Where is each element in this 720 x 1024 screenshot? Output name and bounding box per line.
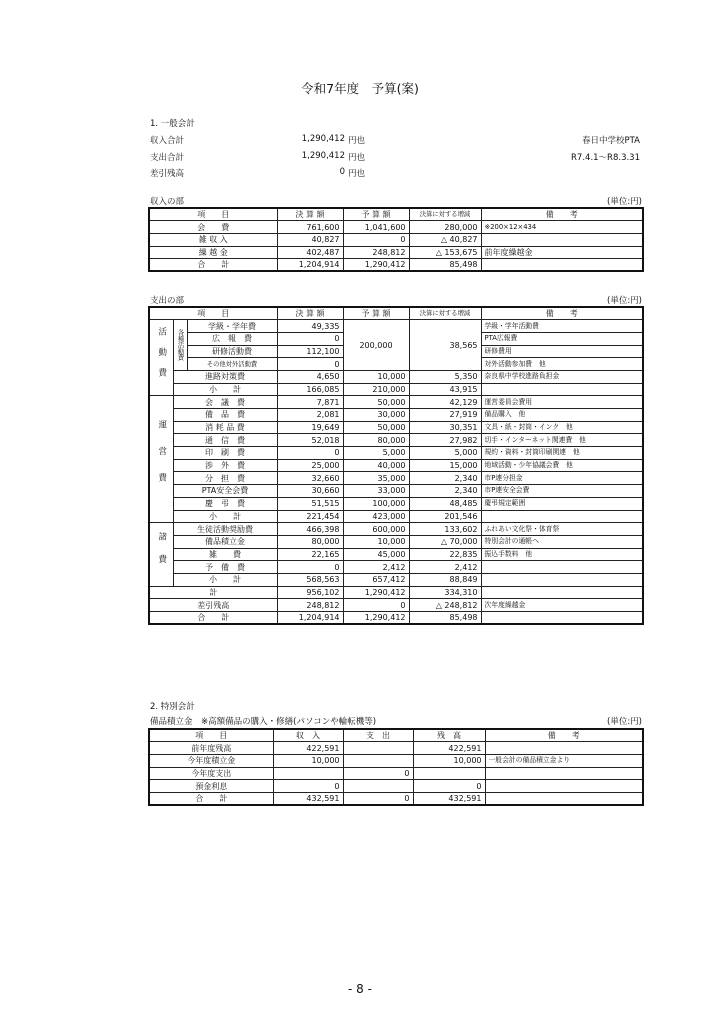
table-row	[149, 472, 643, 485]
empty-note	[481, 573, 643, 586]
row-budget: 35,000	[343, 472, 409, 485]
page-title: 令和7年度 予算(案)	[301, 81, 419, 96]
row-note: 切手・インターネット関連費 他	[481, 434, 643, 447]
row-balance: 10,000	[413, 754, 485, 767]
row-item: 合 計	[149, 612, 277, 625]
table-row	[149, 320, 643, 333]
row-note: 慶弔規定範囲	[481, 497, 643, 510]
summary-value: 1,290,412	[301, 134, 345, 144]
table-row	[149, 535, 643, 548]
summary-unit: 円也	[348, 136, 366, 146]
row-item: 通 信 費	[173, 434, 277, 447]
header-item: 項 目	[149, 729, 273, 742]
row-item: 小 計	[173, 383, 277, 396]
row-item: 広 報 費	[187, 332, 277, 345]
row-item: 合 計	[149, 792, 273, 805]
table-row	[149, 561, 643, 574]
row-note: ※200×12×434	[481, 221, 643, 234]
row-note	[481, 259, 643, 272]
row-budget-merged: 200,000	[343, 320, 409, 371]
row-budget: 30,000	[343, 409, 409, 422]
row-note: 対外活動参加費 他	[481, 358, 643, 371]
row-note: 運営委員会費用	[481, 396, 643, 409]
empty-note	[481, 510, 643, 523]
row-item: 分 担 費	[173, 472, 277, 485]
table-row	[149, 396, 643, 409]
row-item: 予 備 費	[173, 561, 277, 574]
category-activity: 活動費	[149, 320, 173, 396]
header-note: 備 考	[481, 208, 643, 221]
table-row	[149, 780, 643, 793]
category-misc: 諸費	[149, 523, 173, 586]
row-note: 研修費用	[481, 345, 643, 358]
row-diff: △ 40,827	[409, 233, 481, 246]
table-total-row	[149, 792, 643, 805]
row-settled: 0	[277, 447, 343, 460]
summary-label: 支出合計	[150, 153, 185, 163]
row-diff: △ 153,675	[409, 246, 481, 259]
row-balance	[413, 767, 485, 780]
table-row	[149, 497, 643, 510]
row-budget: 50,000	[343, 421, 409, 434]
header-settled: 決 算 額	[277, 208, 343, 221]
row-diff: 5,000	[409, 447, 481, 460]
table-row	[149, 754, 643, 767]
row-diff: 27,919	[409, 409, 481, 422]
table-header-row	[149, 307, 643, 320]
row-expense	[343, 742, 413, 755]
header-income: 収 入	[273, 729, 343, 742]
special-heading: 2. 特別会計	[150, 702, 195, 712]
row-settled: 0	[277, 358, 343, 371]
row-budget: 1,290,412	[343, 612, 409, 625]
row-settled: 49,335	[277, 320, 343, 333]
expense-table	[148, 306, 644, 625]
expense-heading: 支出の部	[150, 296, 185, 306]
row-budget: 5,000	[343, 447, 409, 460]
row-item: 預金利息	[149, 780, 273, 793]
row-budget: 10,000	[343, 370, 409, 383]
row-item: 差引残高	[149, 599, 277, 612]
row-diff: 43,915	[409, 383, 481, 396]
row-note	[485, 792, 643, 805]
row-diff: 280,000	[409, 221, 481, 234]
row-note	[485, 742, 643, 755]
table-header-row	[149, 208, 643, 221]
summary-unit: 円也	[348, 169, 366, 179]
row-note: ふれあい文化祭・体育祭	[481, 523, 643, 536]
table-row	[149, 767, 643, 780]
header-balance: 残 高	[413, 729, 485, 742]
row-diff: 48,485	[409, 497, 481, 510]
row-settled: 761,600	[277, 221, 343, 234]
row-settled: 25,000	[277, 459, 343, 472]
row-settled: 0	[277, 561, 343, 574]
org-name: 春日中学校PTA	[582, 136, 640, 146]
row-diff: 85,498	[409, 259, 481, 272]
row-item: 備品積立金	[173, 535, 277, 548]
row-budget: 100,000	[343, 497, 409, 510]
row-note	[481, 233, 643, 246]
header-diff: 決算に対する増減	[409, 307, 481, 320]
row-settled: 466,398	[277, 523, 343, 536]
header-item: 項 目	[149, 307, 277, 320]
table-row	[149, 246, 643, 259]
row-item: 備 品 費	[173, 409, 277, 422]
income-heading: 収入の部	[150, 197, 185, 207]
row-item: 繰 越 金	[149, 246, 277, 259]
header-budget: 予 算 額	[343, 208, 409, 221]
table-total-row	[149, 259, 643, 272]
header-diff: 決算に対する増減	[409, 208, 481, 221]
row-settled: 2,081	[277, 409, 343, 422]
header-note: 備 考	[485, 729, 643, 742]
header-note: 備 考	[481, 307, 643, 320]
row-settled: 80,000	[277, 535, 343, 548]
row-income: 422,591	[273, 742, 343, 755]
row-budget: 600,000	[343, 523, 409, 536]
table-row	[149, 434, 643, 447]
row-balance: 432,591	[413, 792, 485, 805]
row-note: 振込手数料 他	[481, 548, 643, 561]
row-expense: 0	[343, 792, 413, 805]
subcategory-activity: 各種活動費	[173, 320, 187, 371]
row-settled: 52,018	[277, 434, 343, 447]
empty-note	[481, 586, 643, 599]
row-item: その他対外活動費	[187, 358, 277, 371]
row-settled: 402,487	[277, 246, 343, 259]
row-budget: 210,000	[343, 383, 409, 396]
row-note: 一般会計の備品積立金より	[485, 754, 643, 767]
table-row	[149, 485, 643, 498]
row-note: 地域活動・少年協議会費 他	[481, 459, 643, 472]
row-item: 合 計	[149, 259, 277, 272]
row-settled: 1,204,914	[277, 612, 343, 625]
row-settled: 112,100	[277, 345, 343, 358]
special-subheading: 備品積立金 ※高額備品の購入・修繕(パソコンや輪転機等)	[150, 717, 377, 727]
row-settled: 1,204,914	[277, 259, 343, 272]
row-settled: 956,102	[277, 586, 343, 599]
row-settled: 7,871	[277, 396, 343, 409]
row-item: 会 費	[149, 221, 277, 234]
balance-row	[149, 599, 643, 612]
row-note	[485, 767, 643, 780]
row-balance: 422,591	[413, 742, 485, 755]
row-diff: 2,340	[409, 485, 481, 498]
category-operations: 運営費	[149, 396, 173, 523]
empty-note	[481, 383, 643, 396]
table-row	[149, 459, 643, 472]
row-item: 進路対策費	[173, 370, 277, 383]
row-diff: 15,000	[409, 459, 481, 472]
row-item: 印 刷 費	[173, 447, 277, 460]
row-income: 432,591	[273, 792, 343, 805]
row-balance: 0	[413, 780, 485, 793]
row-budget: 248,812	[343, 246, 409, 259]
row-item: 雑 費	[173, 548, 277, 561]
row-budget: 1,290,412	[343, 259, 409, 272]
subtotal-row	[149, 573, 643, 586]
row-note	[485, 780, 643, 793]
row-diff: 22,835	[409, 548, 481, 561]
expense-total-row	[149, 586, 643, 599]
special-table	[148, 728, 644, 806]
table-row	[149, 447, 643, 460]
subtotal-row	[149, 383, 643, 396]
row-income: 0	[273, 780, 343, 793]
row-diff: 30,351	[409, 421, 481, 434]
row-income	[273, 767, 343, 780]
row-note: 次年度繰越金	[481, 599, 643, 612]
row-item: 計	[149, 586, 277, 599]
grand-total-row	[149, 612, 643, 625]
row-diff: 334,310	[409, 586, 481, 599]
subtotal-row	[149, 510, 643, 523]
page-number: - 8 -	[348, 982, 372, 996]
row-note: 市P連分担金	[481, 472, 643, 485]
row-item: 雑 収 入	[149, 233, 277, 246]
row-budget: 40,000	[343, 459, 409, 472]
summary-unit: 円也	[348, 153, 366, 163]
row-diff: 133,602	[409, 523, 481, 536]
row-item: 学級・学年費	[187, 320, 277, 333]
row-settled: 32,660	[277, 472, 343, 485]
row-settled: 40,827	[277, 233, 343, 246]
row-budget: 423,000	[343, 510, 409, 523]
row-settled: 30,660	[277, 485, 343, 498]
row-item: 会 議 費	[173, 396, 277, 409]
header-settled: 決 算 額	[277, 307, 343, 320]
row-item: 今年度支出	[149, 767, 273, 780]
row-note: 学級・学年活動費	[481, 320, 643, 333]
row-diff: 2,340	[409, 472, 481, 485]
fiscal-period: R7.4.1～R8.3.31	[571, 153, 640, 163]
table-header-row	[149, 729, 643, 742]
row-expense	[343, 754, 413, 767]
row-expense: 0	[343, 767, 413, 780]
table-row	[149, 548, 643, 561]
row-diff: 88,849	[409, 573, 481, 586]
header-expense: 支 出	[343, 729, 413, 742]
expense-unit: (単位:円)	[607, 296, 642, 306]
row-note: 特別会計の通帳へ	[481, 535, 643, 548]
row-budget: 80,000	[343, 434, 409, 447]
row-item: PTA安全会費	[173, 485, 277, 498]
row-item: 前年度残高	[149, 742, 273, 755]
row-budget: 0	[343, 233, 409, 246]
row-note: 奈良県中学校進路負担金	[481, 370, 643, 383]
row-budget: 33,000	[343, 485, 409, 498]
row-settled: 0	[277, 332, 343, 345]
row-note: PTA広報費	[481, 332, 643, 345]
row-diff: 27,982	[409, 434, 481, 447]
row-settled: 166,085	[277, 383, 343, 396]
table-row	[149, 370, 643, 383]
row-diff-merged: 38,565	[409, 320, 481, 371]
row-budget: 657,412	[343, 573, 409, 586]
row-budget: 45,000	[343, 548, 409, 561]
row-diff: 201,546	[409, 510, 481, 523]
row-note: 文具・紙・封筒・インク 他	[481, 421, 643, 434]
row-settled: 22,165	[277, 548, 343, 561]
table-row	[149, 742, 643, 755]
row-expense	[343, 780, 413, 793]
row-item: 研修活動費	[187, 345, 277, 358]
row-settled: 51,515	[277, 497, 343, 510]
summary-value: 1,290,412	[301, 151, 345, 161]
row-budget: 50,000	[343, 396, 409, 409]
table-row	[149, 421, 643, 434]
row-settled: 221,454	[277, 510, 343, 523]
summary-label: 収入合計	[150, 136, 185, 146]
empty-note	[481, 612, 643, 625]
row-income: 10,000	[273, 754, 343, 767]
income-table	[148, 207, 644, 272]
income-unit: (単位:円)	[607, 197, 642, 207]
row-budget: 1,041,600	[343, 221, 409, 234]
row-settled: 568,563	[277, 573, 343, 586]
summary-label: 差引残高	[150, 169, 185, 179]
row-item: 今年度積立金	[149, 754, 273, 767]
row-item: 渉 外 費	[173, 459, 277, 472]
row-note	[481, 561, 643, 574]
row-budget: 2,412	[343, 561, 409, 574]
row-budget: 1,290,412	[343, 586, 409, 599]
row-budget: 10,000	[343, 535, 409, 548]
row-settled: 19,649	[277, 421, 343, 434]
row-diff: 2,412	[409, 561, 481, 574]
table-row	[149, 409, 643, 422]
row-note: 市P連安全会費	[481, 485, 643, 498]
table-row	[149, 523, 643, 536]
row-item: 小 計	[173, 510, 277, 523]
summary-value: 0	[339, 167, 345, 177]
header-item: 項 目	[149, 208, 277, 221]
row-diff: 5,350	[409, 370, 481, 383]
row-item: 慶 弔 費	[173, 497, 277, 510]
row-item: 生徒活動奨励費	[173, 523, 277, 536]
table-row	[149, 233, 643, 246]
row-note: 前年度繰越金	[481, 246, 643, 259]
row-diff: 85,498	[409, 612, 481, 625]
row-diff: △ 70,000	[409, 535, 481, 548]
row-settled: 4,650	[277, 370, 343, 383]
row-diff: △ 248,812	[409, 599, 481, 612]
row-note: 備品購入 他	[481, 409, 643, 422]
row-item: 小 計	[173, 573, 277, 586]
special-unit: (単位:円)	[607, 717, 642, 727]
row-budget: 0	[343, 599, 409, 612]
general-heading: 1. 一般会計	[150, 119, 195, 129]
header-budget: 予 算 額	[343, 307, 409, 320]
table-row	[149, 221, 643, 234]
row-diff: 42,129	[409, 396, 481, 409]
row-note: 規約・資料・封筒印刷関連 他	[481, 447, 643, 460]
row-settled: 248,812	[277, 599, 343, 612]
row-item: 消 耗 品 費	[173, 421, 277, 434]
